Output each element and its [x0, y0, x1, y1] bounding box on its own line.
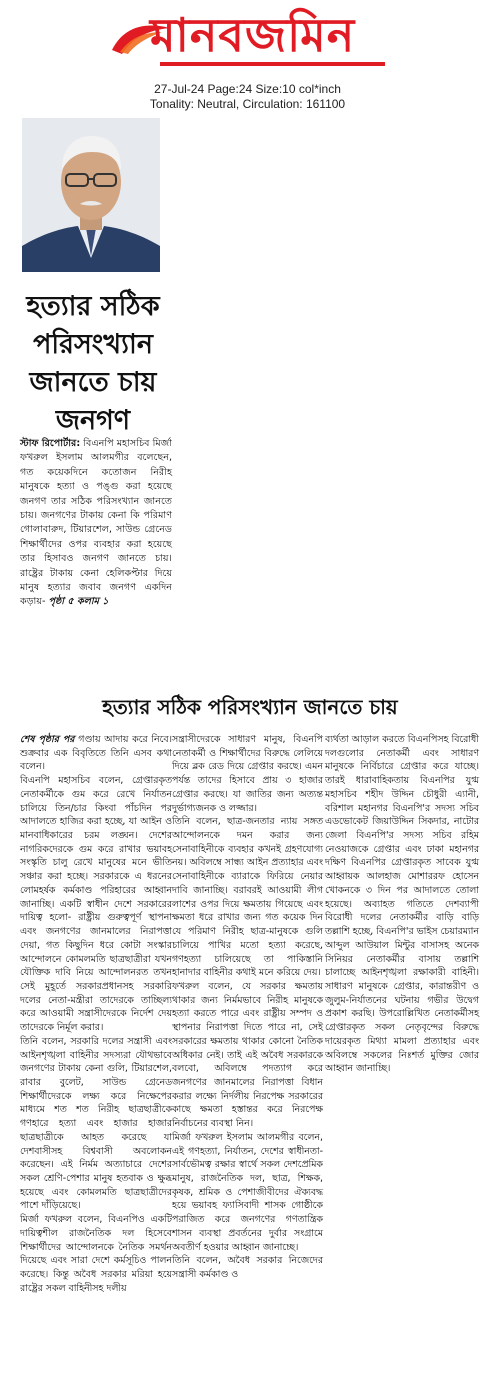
masthead-logo[interactable]: মানবজমিন: [150, 8, 356, 62]
article-column-3: [325, 733, 479, 1076]
article-column-2: [172, 733, 323, 1282]
paragraph: সন্ত্রাসীদেরকে সাধারণ মানুষ, বিএনপি নেতাকর্মী ও শিক্ষার্থীদের বিরুদ্ধে লেলিয়ে দিয়ে ব্লক রেড দিয়ে গ্রেপ্তার করছে। এমন পর্যন্ত তাদের হিসাবে প্রায় ৩ হাজার গ্রেপ্তার করছে। যা জাতির জন্য অত্যন্ত দুর্ভাগ্যজনক ও লজ্জার।: [172, 734, 323, 814]
paragraph: মির্জা ফখরুল বলেন, বিএনপিও একটি দায়িত্বশীল রাজনৈতিক দল হিসেবে শিক্ষার্থীদের আন্দোলনকে নৈতিক সমর্থন দিয়েছে এবং সারা দেশে কর্মসূচিও পালন করেছে। কিন্তু অবৈধ সরকার মরিয়া হয়ে রাষ্ট্রের সকল বাহিনীসহ দলীয়: [20, 1214, 172, 1294]
article-column-1: [20, 733, 172, 1295]
paragraph: তিনি বলেন, সরকারি দলের সন্ত্রাসী এবং আইনশৃঙ্খলা বাহিনীর সদস্যরা যৌথভাবে জনগণের টাকায় কেনা গুলি, টিয়ারশেল, রাবার বুলেট, সাউন্ড গ্রেনেড শিক্ষার্থীদেরকে লক্ষ্য করে নিক্ষেপের মাধ্যমে শত শত নিরীহ ছাত্রছাত্রীকে গণহারে হত্যা এবং হাজার হাজার ছাত্রছাত্রীকে আহত করেছে যা দেশবাসীসহ বিশ্ববাসী অবলোকন করেছেন। এই নির্মম অত্যাচারে দেশের সকল শ্রেণি-পেশার মানুষ হতবাক ও ক্ষুব্ধ হয়েছে এবং কোমলমতি ছাত্রছাত্রীদের পাশে দাঁড়িয়েছে।: [20, 1035, 172, 1212]
paragraph: [20, 733, 172, 774]
portrait-photo: [22, 118, 160, 272]
front-headline: হত্যার সঠিক পরিসংখ্যান জানতে চায় জনগণ: [26, 291, 160, 436]
masthead-underline: [160, 62, 385, 66]
paragraph: তিনি বলেন, অবৈধ সরকার নিজেদের সন্ত্রাসী কর্মকাণ্ড ও: [172, 1255, 323, 1281]
inner-headline: হত্যার সঠিক পরিসংখ্যান জানতে চায়: [102, 695, 398, 719]
teaser-body: বিএনপি মহাসচিব মির্জা ফখরুল ইসলাম আলমগীর বলেছেন, গত কয়েকদিনে কতোজন নিরীহ মানুষকে হত্যা ও পঙ্গু করা হয়েছে জনগণ তার সঠিক পরিসংখ্যান জানতে চায়। জনগণের টাকায় কেনা কি পরিমাণ গোলাবারুদ, টিয়ারশেল, সাউন্ড গ্রেনেড শিক্ষার্থীদের ওপর ব্যবহার করা হয়েছে তার হিসাবও জনগণ জানতে চায়। রাষ্ট্রের টাকায় কেনা হেলিকপ্টার দিয়ে মানুষ হত্যার জবাব জনগণ একদিন কড়ায়-: [20, 438, 173, 608]
paragraph: বিএনপি মহাসচিব বলেন, গ্রেপ্তারকৃত নেতাকর্মীকে গুম করে রেখে নির্যাতন চালিয়ে তিন/চার কিংবা পাঁচদিন পর আদালতে হাজির করা হচ্ছে, যা আইন ও মানবাধিকারের চরম লঙ্ঘন। দেশের নাগরিকদেরকে গুম করে রাখার ভয়াবহ সংস্কৃতি চালু রেখে মানুষের মনে ভীতি সঞ্চার করা হচ্ছে। সরকারকে এ ধরনের লোমহর্ষক কর্মকাণ্ড পরিহারের আহ্বান জানাচ্ছি। একটি স্বাধীন দেশে সরকারের দায়িত্ব হলো- রাষ্ট্রীয় গুরুত্বপূর্ণ স্থাপনা এবং জনগণের জানমালের নিরাপত্তা দেয়া, গত কিছুদিন ধরে কোটা সংস্কার আন্দোলনে কোমলমতি ছাত্রছাত্রীরা যখন যৌক্তিক দাবি নিয়ে আন্দোলনরত তখন সেই মুহূর্তে সরকারপ্রধানসহ সরকারি দলের নেতা-মন্ত্রীরা তাদেরকে তাচ্ছিল্য করে আওয়ামী সন্ত্রাসীদেরকে নির্দেশ দেয় তাদেরকে নির্মূল করার।: [20, 775, 172, 1034]
tonality-meta: Tonality: Neutral, Circulation: 161100: [149, 97, 346, 111]
paragraph: তিনি বলেন, ছাত্র-জনতার ন্যায় সঙ্গত আন্দোলনকে দমন করার জন্য সেনাবাহিনীকে ব্যবহার কখনই গ্রহণযোগ্য নয়। অবিলম্বে সান্ধ্য আইন প্রত্যাহার এবং সেনাবাহিনীকে ব্যারাকে ফিরিয়ে নেয়ার দাবি জানাচ্ছি। বরাবরই আওয়ামী লীগ লাশের ওপর দিয়ে ক্ষমতায় গিয়েছে এবং ক্ষমতা ধরে রাখার জন্য গত কয়েক দিন যে পরিমাণ নিরীহ ছাত্র-মানুষকে গুলি চালিয়ে পাখির মতো হত্যা করেছে, গণহত্যা চালিয়েছে তা পাকিস্তানি হানাদার বাহিনীর কথাই মনে করিয়ে দেয়।: [172, 816, 323, 979]
paragraph-text: গণ্ডায় আদায় করে নিবে। শুক্রবার এক বিবৃতিতে তিনি এসব কথা বলেন।: [20, 734, 172, 773]
front-teaser: [20, 437, 172, 610]
clip-meta: 27-Jul-24 Page:24 Size:10 col*inch: [154, 82, 341, 96]
continued-from-label: শেষ পৃষ্ঠার পর: [20, 734, 75, 745]
continued-link[interactable]: পৃষ্ঠা ৫ কলাম ১: [48, 596, 109, 608]
paragraph: মির্জা ফখরুল ইসলাম আলমগীর বলেন, এই গণহত্যা, নির্যাতন, দেশের স্বাধীনতা-সার্বভৌমত্ব রক্ষার স্বার্থে সকল দেশপ্রেমিক মানুষ, রাজনৈতিক দল, ছাত্র, শিক্ষক, কৃষক, শ্রমিক ও পেশাজীবীদের ঐক্যবদ্ধ হয়ে ভয়াবহ ফ্যাসিবাদী শাসক গোষ্ঠীকে পরাজিত করে জনগণের গণতান্ত্রিক শাসন ব্যবস্থা প্রবর্তনের দুর্বার সংগ্রামে অবতীর্ণ হওয়ার আহ্বান জানাচ্ছে।: [172, 1131, 323, 1253]
paragraph: ব্যর্থতা আড়াল করতে বিএনপিসহ বিরোধী দলগুলোর নেতাকর্মী এবং সাধারণ মানুষকে নির্বিচারে গ্রেপ্তার করে যাচ্ছে। তারই ধারাবাহিকতায় বিএনপির যুগ্ম মহাসচিব শহীদ উদ্দিন চৌধুরী এ্যানী, বরিশাল মহানগর বিএনপি'র সদস্য সচিব এডভোকেট জিয়াউদ্দিন সিকদার, নাটোর জেলা বিএনপি'র সদস্য সচিব রহিম নেওয়াজকে গ্রেপ্তার এবং ঢাকা মহানগর দক্ষিণ বিএনপির গ্রেপ্তারকৃত সাবেক যুগ্ম আহ্বায়ক আলহাজ মোশাররফ হোসেন খোকনকে ৩ দিন পর আদালতে তোলা হয়েছে। অব্যাহত গতিতে দেশব্যাপী বিরোধী দলের নেতাকর্মীর বাড়ি বাড়ি তল্লাশি হচ্ছে, বিএনপি'র ভাইস চেয়ারম্যান আব্দুল আউয়াল মিন্টুর বাসাসহ অনেক সিনিয়র নেতাকর্মীর বাসায় তল্লাশি চালাচ্ছে আইনশৃঙ্খলা রক্ষাকারী বাহিনী। সাধারণ মানুষকে গ্রেপ্তার, কারান্তরীণ ও জুলুম-নির্যাতনের ঘটনায় গভীর উদ্বেগ প্রকাশ করছি। উপরোল্লিখিত নেতাকর্মীসহ গ্রেপ্তারকৃত সকল নেতৃবৃন্দের বিরুদ্ধে দায়েরকৃত মিথ্যা মামলা প্রত্যাহার এবং অবিলম্বে সকলের নিঃশর্ত মুক্তির জোর আহ্বান জানাচ্ছি।: [325, 734, 479, 1075]
byline: স্টাফ রিপোর্টার:: [20, 438, 81, 449]
paragraph: ফখরুল বলেন, যে সরকার ক্ষমতায় থাকার জন্য নির্মমভাবে নিরীহ মানুষকে হত্যা করতে পারে এবং রাষ্ট্রীয় সম্পদ ও স্থাপনার নিরাপত্তা দিতে পারে না, সেই সরকারের ক্ষমতায় থাকার কোনো নৈতিক অধিকার নেই। তাই এই অবৈধ সরকারকে বলবো, অবিলম্বে পদত্যাগ করে জনগণের জানমালের নিরাপত্তা বিধান করার লক্ষ্যে নির্দলীয় নিরপেক্ষ সরকারের কাছে ক্ষমতা হস্তান্তর করে নিরপেক্ষ নির্বাচনের ব্যবস্থা নিন।: [172, 980, 323, 1130]
